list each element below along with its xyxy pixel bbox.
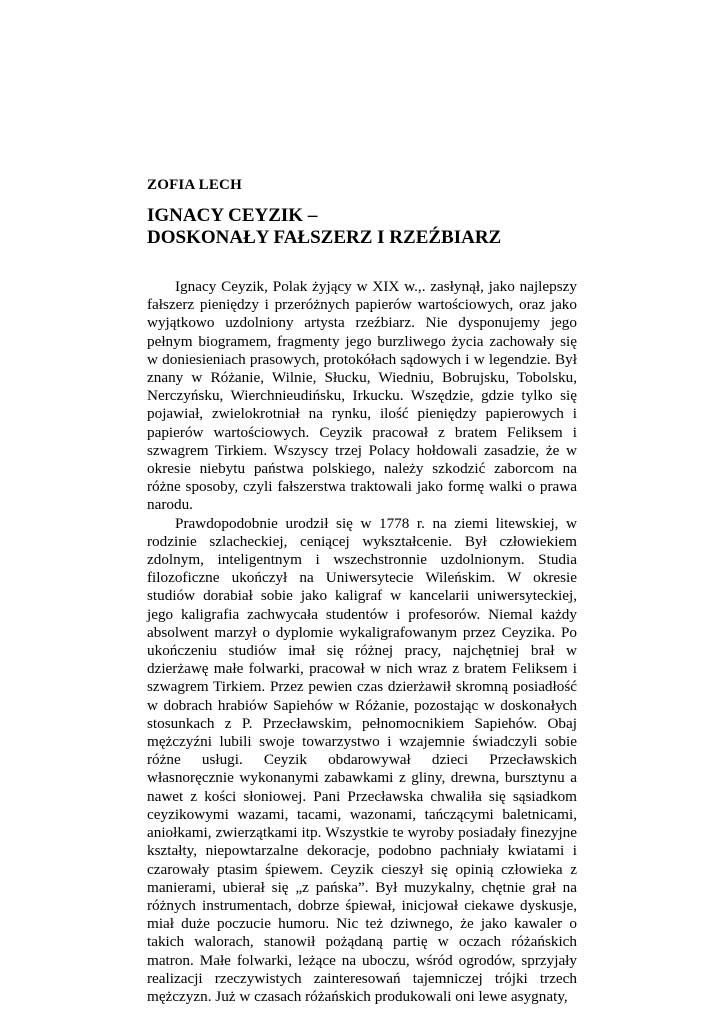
article-author: ZOFIA LECH bbox=[147, 177, 242, 193]
title-line-2: DOSKONAŁY FAŁSZERZ I RZEŹBIARZ bbox=[147, 227, 502, 248]
article-body bbox=[147, 278, 577, 1006]
paragraph-1: Ignacy Ceyzik, Polak żyjący w XIX w.,. zasłynął, jako najlepszy fałszerz pieniędzy i przeróżnych papierów wartościowych, oraz jako wyjątkowo uzdolniony artysta rzeźbiarz. Nie dysponujemy jego pełnym biogramem, fragmenty jego burzliwego życia zachowały się w doniesieniach prasowych, protokółach sądowych i w legendzie. Był znany w Różanie, Wilnie, Słucku, Wiedniu, Bobrujsku, Tobolsku, Nerczyńsku, Wierchnieudińsku, Irkucku. Wszędzie, gdzie tylko się pojawiał, zwielokrotniał na rynku, ilość pieniędzy papierowych i papierów wartościowych. Ceyzik pracował z bratem Feliksem i szwagrem Tirkiem. Wszyscy trzej Polacy hołdowali zasadzie, że w okresie niebytu państwa polskiego, należy szkodzić zaborcom na różne sposoby, czyli fałszerstwa traktowali jako formę walki o prawa narodu. bbox=[147, 278, 577, 514]
paragraph-2: Prawdopodobnie urodził się w 1778 r. na ziemi litewskiej, w rodzinie szlacheckiej, ceniącej wykształcenie. Był człowiekiem zdolnym, inteligentnym i wszechstronnie uzdolnionym. Studia filozoficzne ukończył na Uniwersytecie Wileńskim. W okresie studiów dorabiał sobie jako kaligraf w kancelarii uniwersyteckiej, jego kaligrafia zachwycała studentów i profesorów. Niemal każdy absolwent marzył o dyplomie wykaligrafowanym przez Ceyzika. Po ukończeniu studiów imał się różnej pracy, najchętniej brał w dzierżawę małe folwarki, pracował w nich wraz z bratem Feliksem i szwagrem Tirkiem. Przez pewien czas dzierżawił skromną posiadłość w dobrach hrabiów Sapiehów w Różanie, pozostając w doskonałych stosunkach z P. Przecławskim, pełnomocnikiem Sapiehów. Obaj mężczyźni lubili swoje towarzystwo i wzajemnie świadczyli sobie różne usługi. Ceyzik obdarowywał dzieci Przecławskich własnoręcznie wykonanymi zabawkami z gliny, drewna, bursztynu a nawet z kości słoniowej. Pani Przecławska chwaliła się sąsiadkom ceyzikowymi wazami, tacami, wazonami, tańczącymi baletnicami, aniołkami, zwierzątkami itp. Wszystkie te wyroby posiadały finezyjne kształty, niepowtarzalne dekoracje, podobno pachniały kwiatami i czarowały ptasim śpiewem. Ceyzik cieszył się opinią człowieka z manierami, ubierał się „z pańska”. Był muzykalny, chętnie grał na różnych instrumentach, dobrze śpiewał, inicjował ciekawe dyskusje, miał duże poczucie humoru. Nic też dziwnego, że jako kawaler o takich walorach, stanowił pożądaną partię w oczach różańskich matron. Małe folwarki, leżące na uboczu, wśród ogrodów, sprzyjały realizacji rzeczywistych zainteresowań tajemniczej trójki trzech mężczyzn. Już w czasach różańskich produkowali oni lewe asygnaty, bbox=[147, 514, 577, 1005]
article-title bbox=[147, 205, 501, 249]
title-line-1: IGNACY CEYZIK – bbox=[147, 205, 318, 226]
